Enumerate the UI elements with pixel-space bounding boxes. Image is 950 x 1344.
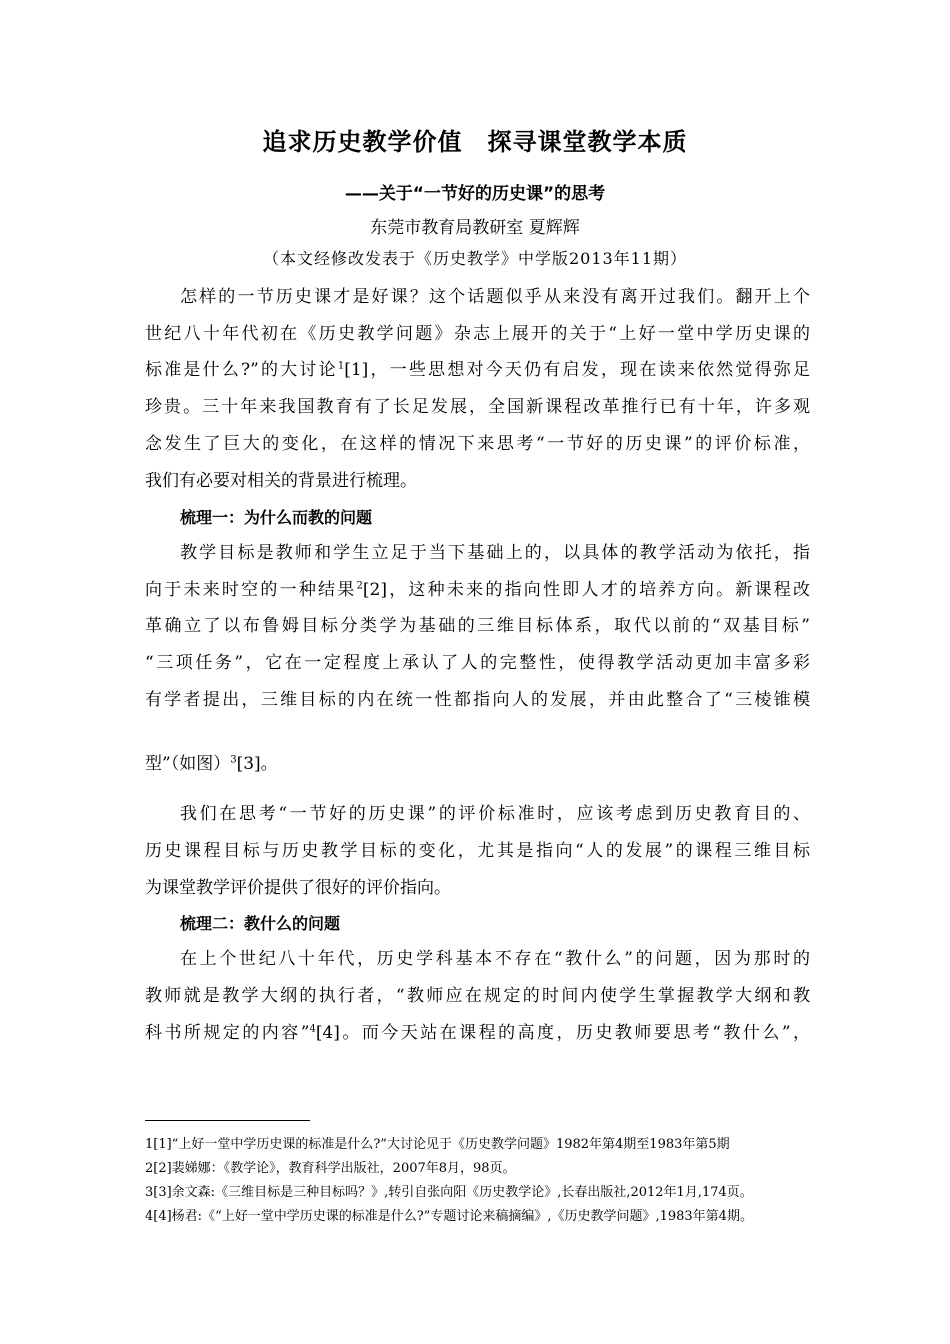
paragraph-line: 有学者提出，三维目标的内在统一性都指向人的发展，并由此整合了“三棱锥模	[145, 690, 810, 710]
footnote-ref: 3	[230, 754, 237, 766]
text-run: [3]。	[236, 754, 278, 774]
paragraph-line: 历史课程目标与历史教学目标的变化，尤其是指向“人的发展”的课程三维目标	[145, 841, 810, 861]
footnote: 3[3]余文森:《三维目标是三种目标吗？》,转引自张向阳《历史教学论》,长春出版社,2012年1月,174页。	[145, 1185, 753, 1200]
paragraph-line: 为课堂教学评价提供了很好的评价指向。	[145, 878, 451, 898]
text-run: [4]。而今天站在课程的高度，历史教师要思考“教什么”，	[315, 1023, 810, 1043]
paragraph-line	[145, 752, 810, 776]
paragraph-line	[145, 1021, 810, 1045]
paragraph-line: 教学目标是教师和学生立足于当下基础上的，以具体的教学活动为依托，指	[180, 543, 810, 563]
paragraph-line: 世纪八十年代初在《历史教学问题》杂志上展开的关于“上好一堂中学历史课的	[145, 324, 810, 344]
paragraph-line: 念发生了巨大的变化，在这样的情况下来思考“一节好的历史课”的评价标准，	[145, 434, 810, 454]
section-heading: 梳理一：为什么而教的问题	[180, 508, 373, 527]
footnote-ref: 2	[356, 580, 363, 592]
document-subtitle: ——关于“一节好的历史课”的思考	[344, 184, 606, 204]
paragraph-line: 教师就是教学大纲的执行者，“教师应在规定的时间内使学生掌握教学大纲和教	[145, 986, 810, 1006]
paragraph-line: “三项任务”，它在一定程度上承认了人的完整性，使得教学活动更加丰富多彩	[145, 653, 810, 673]
text-run: 科书所规定的内容”	[145, 1023, 310, 1043]
paragraph-line: 珍贵。三十年来我国教育有了长足发展，全国新课程改革推行已有十年，许多观	[145, 397, 810, 417]
footnote-ref: 4	[309, 1023, 316, 1035]
paragraph-line: 怎样的一节历史课才是好课？这个话题似乎从来没有离开过我们。翻开上个	[180, 287, 810, 307]
footnote: 4[4]杨君:《“上好一堂中学历史课的标准是什么?”专题讨论来稿摘编》,《历史教学问题》,1983年第4期。	[145, 1209, 753, 1224]
text-run: [1]，一些思想对今天仍有启发，现在读来依然觉得弥足	[344, 360, 810, 380]
footnote: 2[2]裴娣娜：《教学论》，教育科学出版社，2007年8月，98页。	[145, 1161, 516, 1176]
footnote: 1[1]“上好一堂中学历史课的标准是什么?”大讨论见于《历史教学问题》1982年第4期至1983年第5期	[145, 1137, 730, 1152]
text-run: 向于未来时空的一种结果	[145, 580, 357, 600]
document-title: 追求历史教学价值 探寻课堂教学本质	[262, 128, 688, 156]
paragraph-line: 在上个世纪八十年代，历史学科基本不存在“教什么”的问题，因为那时的	[180, 949, 810, 969]
author-line: 东莞市教育局教研室 夏辉辉	[370, 218, 580, 238]
paragraph-line: 革确立了以布鲁姆目标分类学为基础的三维目标体系，取代以前的“双基目标”	[145, 616, 810, 636]
footnote-separator	[145, 1120, 310, 1121]
paragraph-line: 我们有必要对相关的背景进行梳理。	[145, 471, 417, 491]
section-heading: 梳理二：教什么的问题	[180, 914, 341, 933]
text-run: 型”（如图）	[145, 754, 231, 774]
paragraph-line: 我们在思考“一节好的历史课”的评价标准时，应该考虑到历史教育目的、	[180, 804, 810, 824]
publication-note: （本文经修改发表于《历史教学》中学版2013年11期）	[262, 249, 688, 268]
text-run: [2]，这种未来的指向性即人才的培养方向。新课程改	[362, 580, 810, 600]
footnote-ref: 1	[337, 360, 345, 372]
text-run: 标准是什么?”的大讨论	[145, 360, 338, 380]
paragraph-line	[145, 358, 810, 382]
paragraph-line	[145, 578, 810, 602]
